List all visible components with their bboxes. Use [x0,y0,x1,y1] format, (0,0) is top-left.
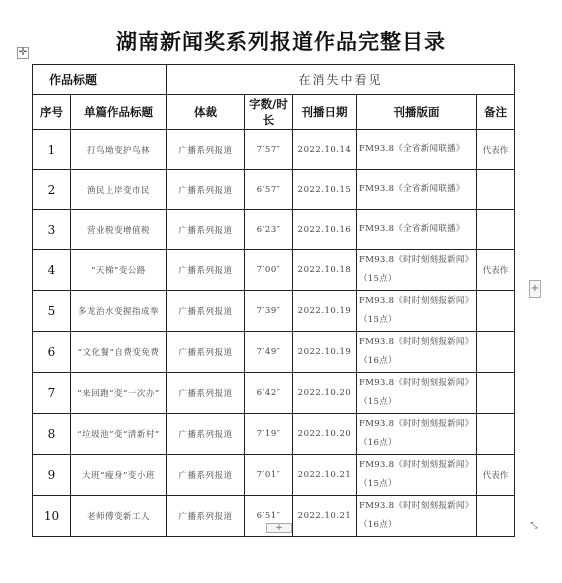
cell-remark[interactable] [477,170,515,210]
cell-title[interactable]: 打鸟坳变护鸟林 [71,130,167,170]
document-title: 湖南新闻奖系列报道作品完整目录 [116,29,446,54]
cell-page[interactable]: FM93.8《时时刻刻报新闻》（16点） [357,414,477,455]
cell-seq[interactable]: 9 [33,455,71,496]
cell-seq[interactable]: 3 [33,210,71,250]
cell-seq[interactable]: 6 [33,332,71,373]
header-date: 刊播日期 [293,95,357,130]
work-label: 作品标题 [33,65,167,95]
add-column-plus-icon[interactable]: + [529,280,541,298]
cell-date[interactable]: 2022.10.14 [293,130,357,170]
cell-seq[interactable]: 7 [33,373,71,414]
cell-page[interactable]: FM93.8《时时刻刻报新闻》（16点） [357,496,477,537]
cell-page[interactable]: FM93.8《全省新闻联播》 [357,210,477,250]
cell-date[interactable]: 2022.10.20 [293,373,357,414]
cell-title[interactable]: “来回跑”变“一次办” [71,373,167,414]
cell-page[interactable]: FM93.8《时时刻刻报新闻》（15点） [357,291,477,332]
cell-length[interactable]: 7′19″ [245,414,293,455]
table-row [33,414,515,455]
cell-genre[interactable]: 广播系列报道 [167,291,245,332]
cell-genre[interactable]: 广播系列报道 [167,210,245,250]
cell-remark[interactable]: 代表作 [477,250,515,291]
table-row [33,291,515,332]
cell-title[interactable]: 老师傅变新工人 [71,496,167,537]
cell-genre[interactable]: 广播系列报道 [167,414,245,455]
header-page: 刊播版面 [357,95,477,130]
work-title-row [33,65,515,95]
cell-date[interactable]: 2022.10.21 [293,455,357,496]
cell-title[interactable]: 大班“瘦身”变小班 [71,455,167,496]
cell-title[interactable]: “文化餐”自费变免费 [71,332,167,373]
cell-length[interactable]: 7′39″ [245,291,293,332]
header-genre: 体裁 [167,95,245,130]
cell-page[interactable]: FM93.8《全省新闻联播》 [357,170,477,210]
table-row [33,373,515,414]
cell-genre[interactable]: 广播系列报道 [167,496,245,537]
cell-seq[interactable]: 1 [33,130,71,170]
cell-genre[interactable]: 广播系列报道 [167,455,245,496]
table-row [33,332,515,373]
cell-length[interactable]: 6′42″ [245,373,293,414]
header-remark: 备注 [477,95,515,130]
cell-seq[interactable]: 2 [33,170,71,210]
cell-length[interactable]: 7′01″ [245,455,293,496]
catalog-table [32,64,515,537]
cell-date[interactable]: 2022.10.16 [293,210,357,250]
cell-page[interactable]: FM93.8《时时刻刻报新闻》（15点） [357,455,477,496]
cell-seq[interactable]: 5 [33,291,71,332]
cell-remark[interactable]: 代表作 [477,455,515,496]
cell-genre[interactable]: 广播系列报道 [167,332,245,373]
header-seq: 序号 [33,95,71,130]
cell-date[interactable]: 2022.10.19 [293,332,357,373]
table-body [33,130,515,537]
header-item-title: 单篇作品标题 [71,95,167,130]
cell-genre[interactable]: 广播系列报道 [167,170,245,210]
cell-title[interactable]: 渔民上岸变市民 [71,170,167,210]
cell-genre[interactable]: 广播系列报道 [167,250,245,291]
cell-genre[interactable]: 广播系列报道 [167,130,245,170]
add-row-plus-icon[interactable]: + [266,523,292,533]
cell-page[interactable]: FM93.8《全省新闻联播》 [357,130,477,170]
cell-remark[interactable] [477,332,515,373]
cell-remark[interactable]: 代表作 [477,130,515,170]
table-row [33,210,515,250]
cell-page[interactable]: FM93.8《时时刻刻报新闻》（15点） [357,373,477,414]
move-cross-icon[interactable]: ✛ [18,47,28,58]
cell-length[interactable]: 7′49″ [245,332,293,373]
cell-length[interactable]: 7′57″ [245,130,293,170]
cell-date[interactable]: 2022.10.18 [293,250,357,291]
resize-corner-icon[interactable]: ⤡ [530,521,538,531]
cell-date[interactable]: 2022.10.21 [293,496,357,537]
work-title[interactable]: 在消失中看见 [167,65,515,95]
cell-remark[interactable] [477,210,515,250]
cell-page[interactable]: FM93.8《时时刻刻报新闻》（16点） [357,332,477,373]
cell-remark[interactable] [477,414,515,455]
cell-seq[interactable]: 10 [33,496,71,537]
cell-length[interactable]: 6′51″ [245,496,293,537]
cell-genre[interactable]: 广播系列报道 [167,373,245,414]
cell-title[interactable]: 多龙治水变握指成拳 [71,291,167,332]
cell-page[interactable]: FM93.8《时时刻刻报新闻》（15点） [357,250,477,291]
table-row [33,250,515,291]
cell-title[interactable]: “天梯”变公路 [71,250,167,291]
cell-date[interactable]: 2022.10.15 [293,170,357,210]
header-length: 字数/时长 [245,95,293,130]
cell-date[interactable]: 2022.10.19 [293,291,357,332]
cell-length[interactable]: 7′00″ [245,250,293,291]
cell-length[interactable]: 6′23″ [245,210,293,250]
header-row [33,95,515,130]
table-row [33,455,515,496]
cell-seq[interactable]: 4 [33,250,71,291]
cell-date[interactable]: 2022.10.20 [293,414,357,455]
cell-remark[interactable] [477,496,515,537]
cell-remark[interactable] [477,373,515,414]
table-row [33,130,515,170]
cell-length[interactable]: 6′57″ [245,170,293,210]
cell-title[interactable]: “垃圾池”变“清新村” [71,414,167,455]
table-row [33,170,515,210]
cell-title[interactable]: 营业税变增值税 [71,210,167,250]
cell-seq[interactable]: 8 [33,414,71,455]
cell-remark[interactable] [477,291,515,332]
